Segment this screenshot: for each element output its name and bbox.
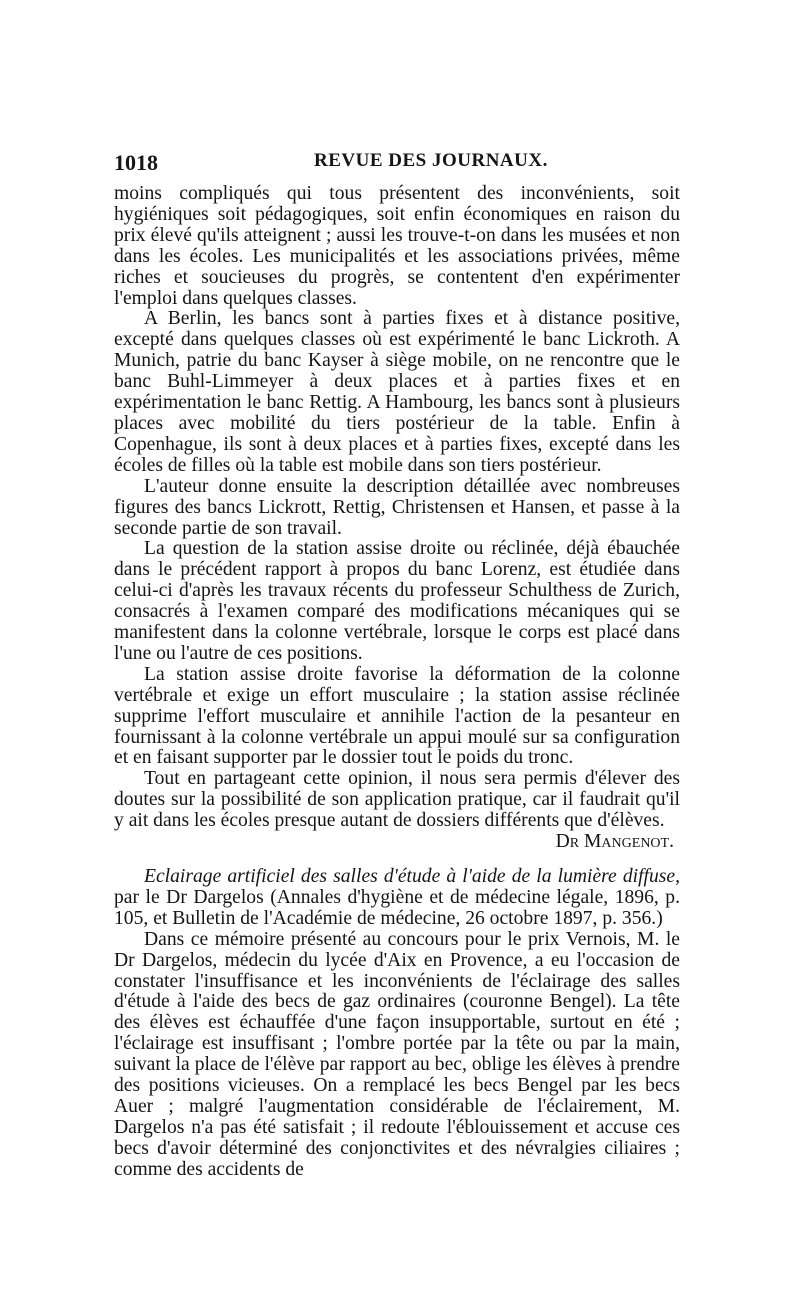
paragraph-opinion: Tout en partageant cette opinion, il nous sera permis d'élever des doutes sur la possibilité de son application pratique, car il faudrait qu'il y ait dans les écoles presque autant de dossiers différents que d'élèves. — [114, 768, 680, 832]
running-title: REVUE DES JOURNAUX. — [314, 150, 548, 171]
paragraph-berlin: A Berlin, les bancs sont à parties fixes et à distance positive, excepté dans quelques classes où est expérimenté le banc Lickroth. A Munich, patrie du banc Kayser à siège mobile, on ne rencontre que le banc Buhl-Limmeyer à deux places et à parties fixes et en expérimentation le banc Rettig. A Hambourg, les bancs sont à plusieurs places avec mobilité du tiers postérieur de la table. Enfin à Copenhague, ils sont à deux places et à parties fixes, excepté dans les écoles de filles où la table est mobile dans son tiers postérieur. — [114, 308, 680, 476]
author-signature: Dr Mangenot. — [555, 831, 674, 853]
section-gap — [114, 853, 680, 867]
paragraph-station-question: La question de la station assise droite ou réclinée, déjà ébauchée dans le précédent rapport à propos du banc Lorenz, est étudiée dans celui-ci d'après les travaux récents du professeur Schulthess de Zurich, consacrés à l'examen comparé des modifications mécaniques qui se manifestent dans la colonne vertébrale, lorsque le corps est placé dans l'une ou l'autre de ces positions. — [114, 538, 680, 664]
paragraph-continuation: moins compliqués qui tous présentent des inconvénients, soit hygiéniques soit pédagogiques, soit enfin économiques en raison du prix élevé qu'ils atteignent ; aussi les trouve-t-on dans les musées et non dans les écoles. Les municipalités et les associations privées, même riches et soucieuses du progrès, se contentent d'en expérimenter l'emploi dans quelques classes. — [114, 183, 680, 309]
article-reference — [114, 867, 680, 930]
article-citation: par le Dr Dargelos (Annales d'hygiène et de médecine légale, 1896, p. 105, et Bulletin de l'Académie de médecine, 26 octobre 1897, p. 356.) — [114, 886, 680, 929]
paragraph-description: L'auteur donne ensuite la description détaillée avec nombreuses figures des bancs Lickrott, Rettig, Christensen et Hansen, et passe à la seconde partie de son travail. — [114, 475, 680, 539]
body-text — [114, 184, 680, 1181]
paragraph-dargelos: Dans ce mémoire présenté au concours pour le prix Vernois, M. le Dr Dargelos, médecin du lycée d'Aix en Provence, a eu l'occasion de constater l'insuffisance et les inconvénients de l'éclairage des salles d'étude à l'aide des becs de gaz ordinaires (couronne Bengel). La tête des élèves est échauffée d'une façon insupportable, surtout en été ; l'éclairage est insuffisant ; l'ombre portée par la tête ou par la main, suivant la place de l'élève par rapport au bec, oblige les élèves à prendre des positions vicieuses. On a remplacé les becs Bengel par les becs Auer ; malgré l'augmentation considérable de l'éclairement, M. Dargelos n'a pas été satisfait ; il redoute l'éblouissement et accuse ces becs d'avoir déterminé des conjonctivites et des névralgies ciliaires ; comme des accidents de — [114, 928, 680, 1180]
page-number: 1018 — [114, 150, 158, 175]
paragraph-station-effects: La station assise droite favorise la déformation de la colonne vertébrale et exige un effort musculaire ; la station assise réclinée supprime l'effort musculaire et annihile l'action de la pesanteur en fournissant à la colonne vertébrale un appui moulé sur sa configuration et en faisant supporter par le dossier tout le poids du tronc. — [114, 663, 680, 769]
article-title: Eclairage artificiel des salles d'étude à l'aide de la lumière diffuse, — [144, 866, 680, 887]
page-header — [114, 150, 680, 180]
